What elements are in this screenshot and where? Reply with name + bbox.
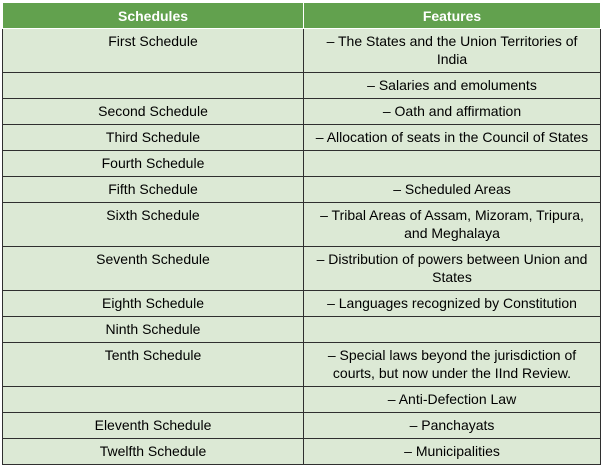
feature-cell: – Panchayats (304, 413, 601, 439)
schedule-cell: Ninth Schedule (3, 317, 304, 343)
feature-cell (304, 317, 601, 343)
schedule-cell: Second Schedule (3, 99, 304, 125)
table-row (3, 29, 601, 73)
feature-cell: – Oath and affirmation (304, 99, 601, 125)
schedule-cell: Eleventh Schedule (3, 413, 304, 439)
feature-cell: – Allocation of seats in the Council of States (304, 125, 601, 151)
table-row (3, 151, 601, 177)
table-row (3, 247, 601, 291)
schedule-cell (3, 73, 304, 99)
table-row (3, 387, 601, 413)
table-row (3, 291, 601, 317)
schedule-cell: Eighth Schedule (3, 291, 304, 317)
table-row (3, 203, 601, 247)
schedule-cell: Tenth Schedule (3, 343, 304, 387)
schedule-cell (3, 387, 304, 413)
table-row (3, 439, 601, 465)
table-row (3, 343, 601, 387)
table-row (3, 317, 601, 343)
table-row (3, 99, 601, 125)
table-row (3, 125, 601, 151)
schedules-table-container (2, 2, 600, 465)
feature-cell: – Languages recognized by Constitution (304, 291, 601, 317)
schedule-cell: Fourth Schedule (3, 151, 304, 177)
feature-cell: – Distribution of powers between Union and States (304, 247, 601, 291)
feature-cell: – Anti-Defection Law (304, 387, 601, 413)
feature-cell: – Salaries and emoluments (304, 73, 601, 99)
feature-cell (304, 151, 601, 177)
header-schedules: Schedules (3, 3, 304, 29)
feature-cell: – Tribal Areas of Assam, Mizoram, Tripura, and Meghalaya (304, 203, 601, 247)
schedules-table (2, 2, 601, 465)
feature-cell: – Municipalities (304, 439, 601, 465)
table-row (3, 73, 601, 99)
schedule-cell: Twelfth Schedule (3, 439, 304, 465)
feature-cell: – Scheduled Areas (304, 177, 601, 203)
table-row (3, 413, 601, 439)
header-features: Features (304, 3, 601, 29)
feature-cell: – The States and the Union Territories of India (304, 29, 601, 73)
schedule-cell: Fifth Schedule (3, 177, 304, 203)
table-row (3, 177, 601, 203)
table-header-row (3, 3, 601, 29)
schedule-cell: First Schedule (3, 29, 304, 73)
schedule-cell: Sixth Schedule (3, 203, 304, 247)
feature-cell: – Special laws beyond the jurisdiction of courts, but now under the IInd Review. (304, 343, 601, 387)
schedule-cell: Third Schedule (3, 125, 304, 151)
schedule-cell: Seventh Schedule (3, 247, 304, 291)
